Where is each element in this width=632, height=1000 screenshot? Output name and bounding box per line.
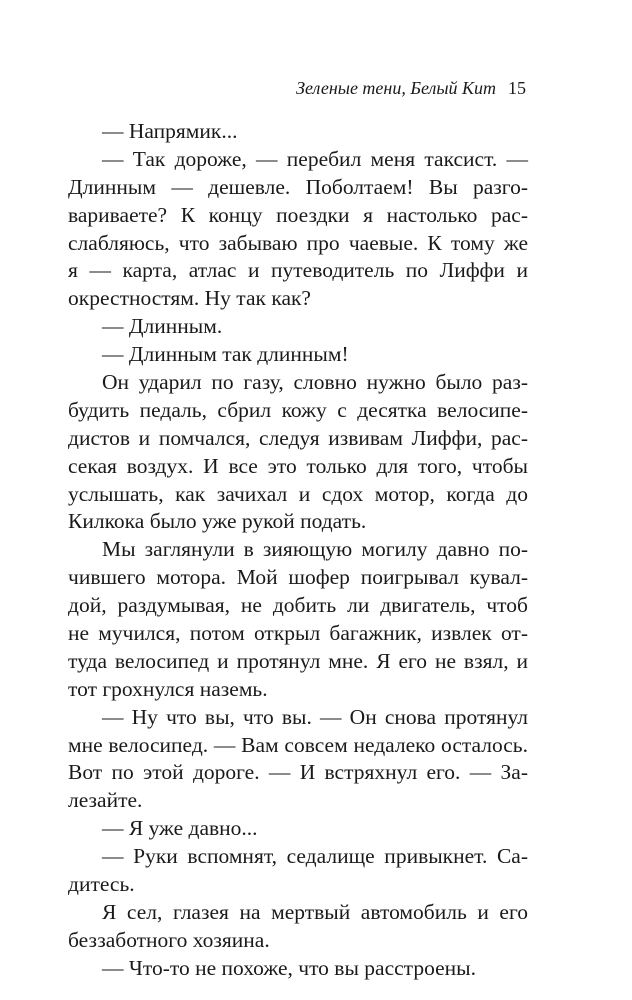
text-line: Килкока было уже рукой подать.	[68, 509, 367, 534]
text-line: не мучился, потом открыл багажник, извлек от-	[68, 621, 528, 646]
text-line: Он ударил по газу, словно нужно было раз-	[102, 370, 528, 395]
text-line: — Длинным.	[102, 314, 223, 339]
text-line: — Руки вспомнят, седалище привыкнет. Са-	[102, 844, 528, 869]
text-line: будить педаль, сбрил кожу с десятка велосипе-	[68, 397, 528, 422]
text-line: — Длинным так длинным!	[102, 342, 349, 367]
text-line: — Напрямик...	[102, 119, 238, 143]
text-line: окрестностям. Ну так как?	[68, 286, 311, 311]
text-line: слабляюсь, что забываю про чаевые. К тому же	[68, 230, 528, 255]
text-line: — Я уже давно...	[102, 816, 258, 841]
text-line: чившего мотора. Мой шофер поигрывал кувал-	[68, 565, 528, 590]
body-text	[68, 118, 528, 983]
text-line: услышать, как зачихал и сдох мотор, когда до	[68, 481, 528, 506]
text-line: Мы заглянули в зияющую могилу давно по-	[102, 537, 528, 562]
text-line: лезайте.	[68, 788, 143, 813]
page-number: 15	[508, 78, 526, 98]
running-head	[296, 76, 526, 100]
text-line: секая воздух. И все это только для того, чтобы	[68, 453, 528, 478]
text-line: Я сел, глазея на мертвый автомобиль и его	[102, 899, 528, 924]
text-line: тот грохнулся наземь.	[68, 676, 268, 701]
text-line: — Так дороже, — перебил меня таксист. —	[102, 146, 528, 171]
text-line: беззаботного хозяина.	[68, 927, 270, 952]
text-line: мне велосипед. — Вам совсем недалеко осталось.	[68, 732, 528, 757]
text-line: Длинным — дешевле. Поболтаем! Вы разго-	[68, 174, 528, 199]
text-line: туда велосипед и протянул мне. Я его не взял, и	[68, 648, 528, 673]
text-line: вариваете? К концу поездки я настолько рас-	[68, 202, 528, 227]
text-line: Вот по этой дороге. — И встряхнул его. — За-	[68, 760, 528, 785]
text-line: я — карта, атлас и путеводитель по Лиффи и	[68, 258, 528, 283]
text-line: дистов и помчался, следуя извивам Лиффи, рас-	[68, 425, 528, 450]
text-line: дитесь.	[68, 872, 135, 897]
text-line: дой, раздумывая, не добить ли двигатель, чтоб	[68, 593, 528, 618]
text-line: — Ну что вы, что вы. — Он снова протянул	[102, 704, 528, 729]
running-head-title: Зеленые тени, Белый Кит	[296, 78, 496, 98]
text-line: — Что-то не похоже, что вы расстроены.	[102, 955, 476, 980]
